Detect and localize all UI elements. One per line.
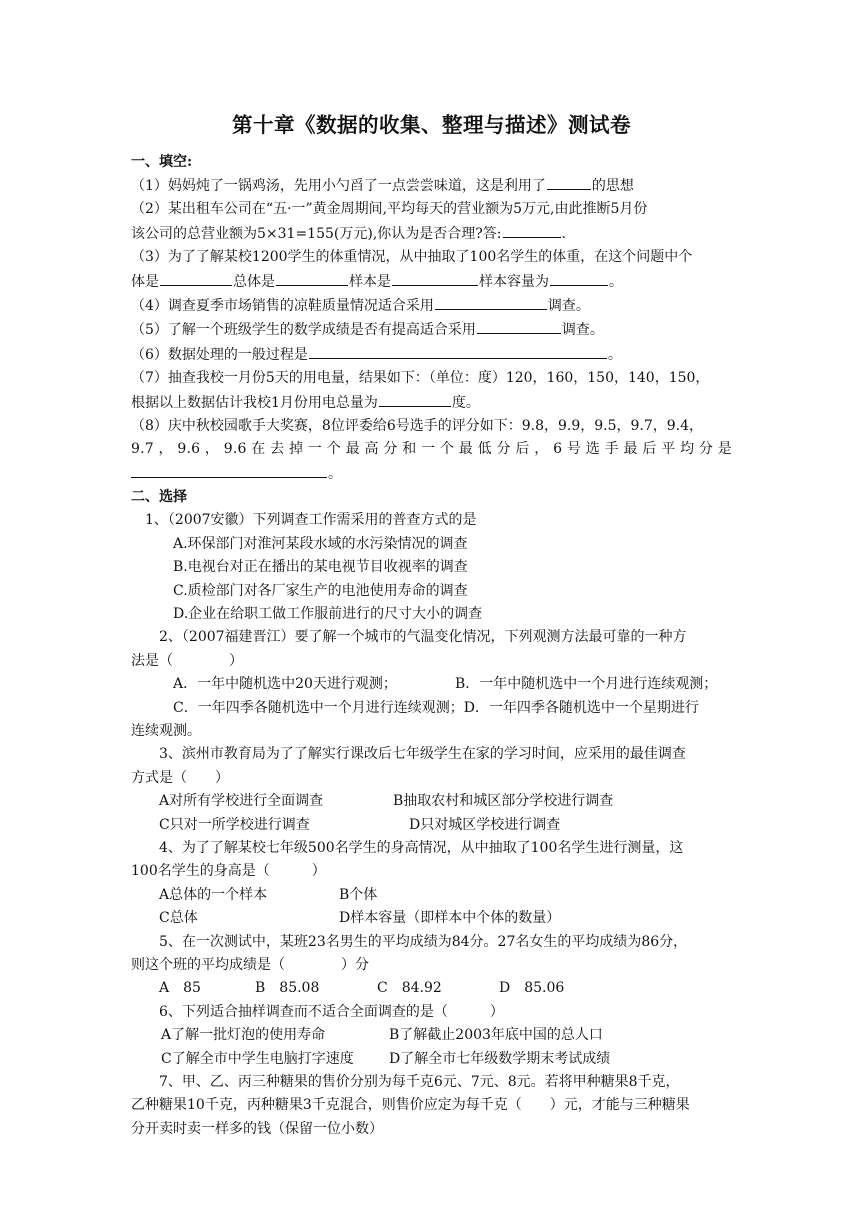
answer-blank[interactable] (503, 222, 561, 238)
question-c5-stem: 5、在一次测试中，某班23名男生的平均成绩为84分。27名女生的平均成绩为86分， (159, 933, 688, 950)
choice-option[interactable]: C 84.92 (377, 980, 442, 997)
question-f2-line2: 该公司的总营业额为5×31=155(万元),你认为是否合理?答: . (131, 222, 732, 246)
answer-blank[interactable] (160, 270, 232, 286)
question-c3-stem-cont: 方式是（ ） (131, 769, 229, 786)
question-c2-options-cont: 连续观测。 (131, 722, 201, 739)
choice-option[interactable]: C.质检部门对各厂家生产的电池使用寿命的调查 (173, 582, 468, 599)
answer-blank[interactable] (309, 343, 607, 359)
section-heading-choice: 二、选择 (131, 489, 187, 506)
choice-option[interactable]: D了解全市七年级数学期末考试成绩 (389, 1050, 611, 1067)
choice-option[interactable]: A.环保部门对淮河某段水域的水污染情况的调查 (173, 535, 468, 552)
section-multiple-choice (131, 486, 732, 1141)
question-f7-line2: 根据以上数据估计我校1月份用电总量为 度。 (131, 391, 732, 415)
choice-option[interactable]: C总体 (159, 910, 198, 927)
choice-option[interactable]: A．一年中随机选中20天进行观测； (173, 676, 397, 693)
answer-blank[interactable] (547, 174, 591, 190)
question-c7-stem: 7、甲、乙、丙三种糖果的售价分别为每千克6元、7元、8元。若将甲种糖果8千克， (159, 1074, 680, 1091)
question-c3-options-ab (131, 790, 732, 813)
document-title: 第十章《数据的收集、整理与描述》测试卷 (232, 113, 631, 137)
answer-blank[interactable] (131, 462, 327, 478)
choice-option[interactable]: A了解一批灯泡的使用寿命 (161, 1027, 326, 1044)
choice-option[interactable]: A对所有学校进行全面调查 (159, 793, 324, 810)
choice-option[interactable]: C．一年四季各随机选中一个月进行连续观测；D．一年四季各随机选中一个星期进行 (173, 699, 699, 716)
answer-blank[interactable] (550, 270, 608, 286)
answer-blank[interactable] (435, 294, 547, 310)
answer-blank[interactable] (276, 270, 348, 286)
question-f6: （6）数据处理的一般过程是 。 (131, 343, 732, 367)
choice-option[interactable]: B个体 (339, 886, 378, 903)
question-c2-options-ab (131, 673, 732, 696)
answer-blank[interactable] (392, 270, 478, 286)
question-c7-stem-cont2: 分开卖时卖一样多的钱（保留一位小数） (131, 1120, 383, 1137)
choice-option[interactable]: A总体的一个样本 (159, 886, 268, 903)
question-c4-options-cd (131, 907, 732, 930)
question-c4-stem: 4、为了了解某校七年级500名学生的身高情况，从中抽取了100名学生进行测量，这 (159, 839, 684, 856)
question-f3-line2: 体是 总体是 样本是 样本容量为 。 (131, 270, 732, 294)
choice-option[interactable]: D 85.06 (499, 980, 565, 997)
choice-option[interactable]: D.企业在给职工做工作服前进行的尺寸大小的调查 (173, 605, 483, 622)
question-f1: （1）妈妈炖了一锅鸡汤，先用小勺舀了一点尝尝味道，这是利用了 的思想 (131, 174, 732, 198)
question-f8-line2: 9.7，9.6，9.6在去掉一个最高分和一个最低分后，6号选手最后平均分是 (131, 441, 732, 458)
question-f5: （5）了解一个班级学生的数学成绩是否有提高适合采用 调查。 (131, 318, 732, 342)
question-c2-stem: 2、（2007福建晋江）要了解一个城市的气温变化情况，下列观测方法最可靠的一种方 (159, 629, 687, 646)
choice-option[interactable]: B了解截止2003年底中国的总人口 (389, 1027, 603, 1044)
question-c1-stem: 1、（2007安徽）下列调查工作需采用的普查方式的是 (145, 512, 477, 529)
question-c2-stem-cont: 法是（ ） (131, 652, 243, 669)
choice-option[interactable]: B．一年中随机选中一个月进行连续观测； (455, 676, 718, 693)
choice-option[interactable]: C只对一所学校进行调查 (159, 816, 310, 833)
question-c5-stem-cont: 则这个班的平均成绩是（ ）分 (131, 957, 369, 973)
question-c4-options-ab (131, 884, 732, 907)
question-c3-stem: 3、滨州市教育局为了了解实行课改后七年级学生在家的学习时间，应采用的最佳调查 (159, 746, 686, 763)
question-c6-options-ab (131, 1024, 732, 1047)
question-f8-line1: （8）庆中秋校园歌手大奖赛，8位评委给6号选手的评分如下：9.8，9.9，9.5，9.7，9.4， (131, 418, 704, 435)
question-f2-line1: （2）某出租车公司在“五·一”黄金周期间,平均每天的营业额为5万元,由此推断5月份 (131, 201, 648, 218)
answer-blank[interactable] (477, 318, 561, 334)
question-f8-line3: 。 (131, 462, 732, 486)
question-c7-stem-cont: 乙种糖果10千克，丙种糖果3千克混合，则售价应定为每千克（ ）元，才能与三种糖果 (131, 1097, 690, 1114)
choice-option[interactable]: B.电视台对正在播出的某电视节目收视率的调查 (173, 559, 468, 576)
question-c3-options-cd (131, 814, 732, 837)
choice-option[interactable]: D只对城区学校进行调查 (409, 816, 561, 833)
section-heading-fill-in: 一、填空: (131, 154, 193, 170)
question-c6-options-cd (131, 1048, 732, 1071)
answer-blank[interactable] (379, 391, 451, 407)
choice-option[interactable]: B抽取农村和城区部分学校进行调查 (393, 793, 614, 810)
section-fill-in (131, 151, 732, 486)
question-f7-line1: （7）抽查我校一月份5天的用电量，结果如下：（单位：度）120，160，150，140，150， (131, 370, 710, 387)
question-f3-line1: （3）为了了解某校1200学生的体重情况，从中抽取了100名学生的体重，在这个问题中个 (131, 249, 693, 266)
question-c4-stem-cont: 100名学生的身高是（ ） (131, 863, 326, 880)
choice-option[interactable]: D样本容量（即样本中个体的数量） (339, 910, 561, 927)
question-c5-options (131, 977, 732, 1000)
choice-option[interactable]: B 85.08 (255, 980, 320, 997)
question-f4: （4）调查夏季市场销售的凉鞋质量情况适合采用 调查。 (131, 294, 732, 318)
choice-option[interactable]: C了解全市中学生电脑打字速度 (161, 1050, 354, 1067)
choice-option[interactable]: A 85 (159, 980, 201, 997)
question-c6-stem: 6、下列适合抽样调查而不适合全面调查的是（ ） (159, 1003, 504, 1020)
